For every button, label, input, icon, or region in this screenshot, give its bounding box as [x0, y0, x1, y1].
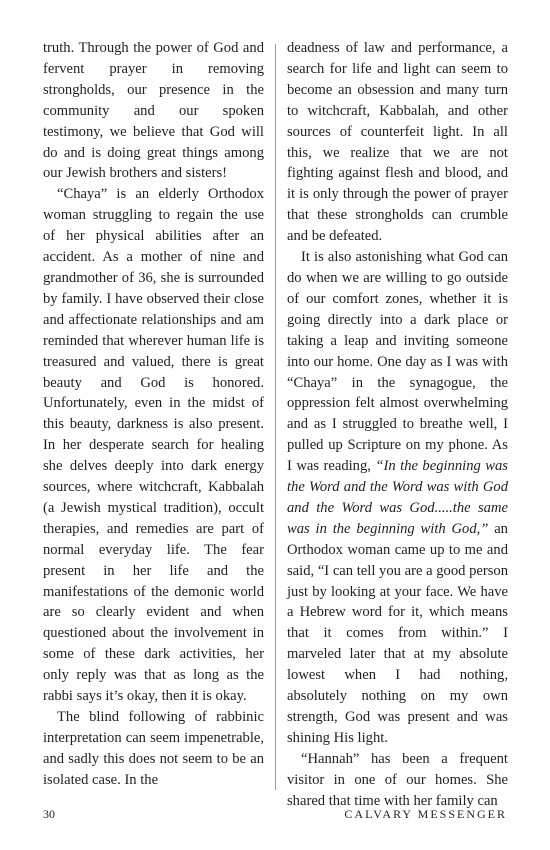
- right-paragraph-1: deadness of law and performance, a search for life and light can seem to become an obsession and many turn to witchcraft, Kabbalah, and other sources of counterfeit light. In all this, we realize that we are not fighting against flesh and blood, and it is only through the power of prayer that these strongholds can crumble and be defeated.: [287, 40, 508, 245]
- column-divider: [275, 44, 276, 790]
- right-paragraph-3: “Hannah” has been a frequent visitor in one of our homes. She shared that time with her family can: [287, 750, 508, 809]
- scripture-quote: “In the beginning was the Word and the Word was with God and the Word was God.....the same was in the beginning with God,”: [287, 458, 508, 537]
- left-paragraph-3: The blind following of rabbinic interpretation can seem impenetrable, and sadly this does not seem to be an isolated case. In the: [43, 709, 264, 788]
- left-column: [43, 38, 264, 791]
- right-paragraph-2-text-a: It is also astonishing what God can do when we are willing to go outside of our comfort zones, whether it is going directly into a dark place or taking a leap and inviting someone into our home. One day as I was with “Chaya” in the synagogue, the oppression felt almost overwhelming and as I struggled to breathe well, I pulled up Scripture on my phone. As I was reading,: [287, 249, 508, 475]
- running-footer-title: CALVARY MESSENGER: [344, 807, 507, 821]
- left-paragraph-1: truth. Through the power of God and fervent prayer in removing strongholds, our presence in the community and our spoken testimony, we believe that God will do and is doing great things among our Jewish brothers and sisters!: [43, 40, 264, 182]
- right-paragraph-2-text-b: an Orthodox woman came up to me and said, “I can tell you are a good person just by looking at your face. We have a Hebrew word for it, which means that it comes from within.” I marveled later that at my absolute lowest when I had nothing, absolutely nothing on my own strength, God was present and was shining His light.: [287, 520, 508, 746]
- left-paragraph-2: “Chaya” is an elderly Orthodox woman struggling to regain the use of her physical abilities after an accident. As a mother of nine and grandmother of 36, she is surrounded by family. I have observed their close and affectionate relationships and am reminded that wherever human life is treasured and valued, there is great beauty and God is honored. Unfortunately, even in the midst of this beauty, darkness is also present. In her desperate search for healing she delves deeply into dark energy sources, where witchcraft, Kabbalah (a Jewish mystical tradition), occult therapies, and remedies are part of normal everyday life. The fear present in her life and the manifestations of the demonic world are so clearly evident and when questioned about the involvement in some of these dark activities, her only reply was that as long as the rabbi says it’s okay, then it is okay.: [43, 186, 264, 705]
- page-number: 30: [43, 807, 55, 821]
- right-column: [287, 38, 508, 812]
- right-paragraph-2: [287, 247, 508, 749]
